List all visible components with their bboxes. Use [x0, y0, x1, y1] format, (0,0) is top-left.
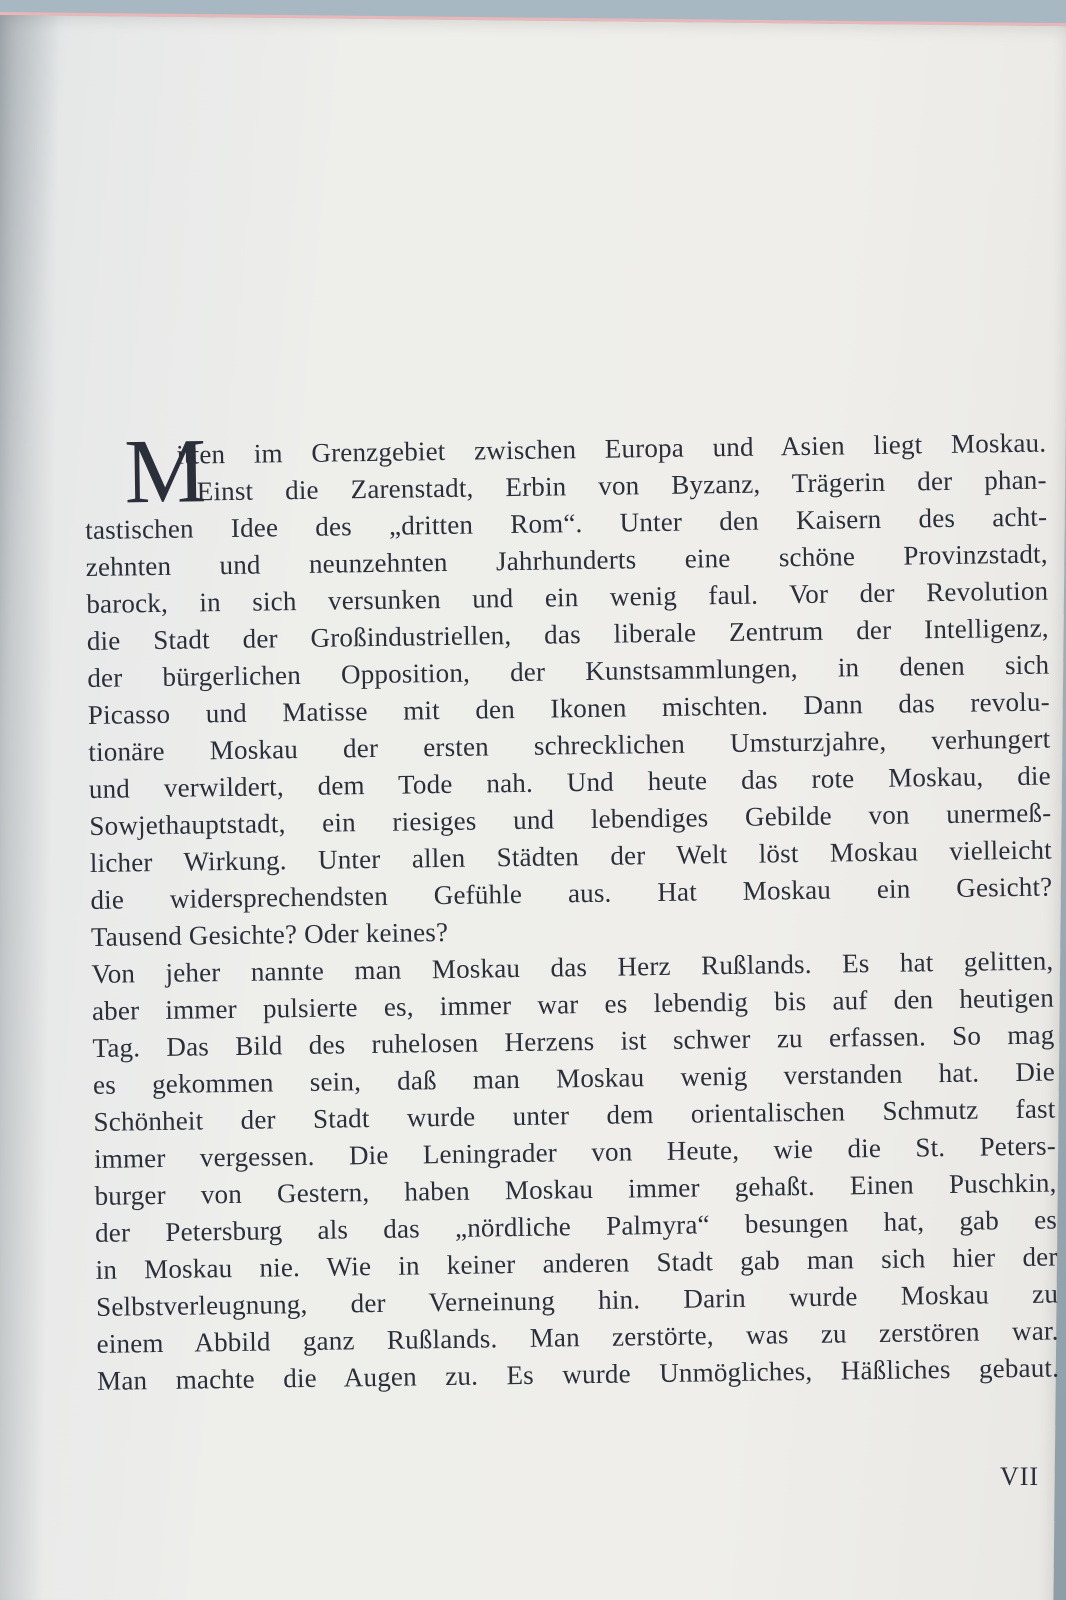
text-line: burger von Gestern, haben Moskau immer gehaßt. Einen Puschkin, [94, 1167, 1057, 1211]
text-line: aber immer pulsierte es, immer war es lebendig bis auf den heutigen [91, 982, 1055, 1026]
page-number: VII [1000, 1462, 1040, 1491]
text-line: in Moskau nie. Wie in keiner anderen Stadt gab man sich hier der [95, 1241, 1058, 1285]
text-line: einem Abbild ganz Rußlands. Man zerstörte, was zu zerstören war. [96, 1315, 1059, 1359]
body-text [84, 419, 1060, 1448]
text-line: der bürgerlichen Opposition, der Kunstsammlungen, in denen sich [87, 649, 1050, 693]
text-line: der Petersburg als das „nördliche Palmyra“ besungen hat, gab es [94, 1204, 1058, 1248]
text-line: licher Wirkung. Unter allen Städten der Welt löst Moskau vielleicht [89, 834, 1053, 878]
text-line: Tag. Das Bild des ruhelosen Herzens ist schwer zu erfassen. So mag [92, 1019, 1055, 1063]
drop-cap: M [123, 419, 207, 523]
text-line: Man machte die Augen zu. Es wurde Unmögliches, Häßliches gebaut. [96, 1352, 1060, 1396]
text-line: und verwildert, dem Tode nah. Und heute das rote Moskau, die [88, 760, 1052, 804]
text-line: Einst die Zarenstadt, Erbin von Byzanz, Trägerin der phan- [196, 464, 1047, 507]
text-line: die widersprechendsten Gefühle aus. Hat Moskau ein Gesicht? [90, 871, 1053, 915]
text-line: zehnten und neunzehnten Jahrhunderts eine schöne Provinzstadt, [85, 538, 1048, 582]
text-line: itten im Grenzgebiet zwischen Europa und Asien liegt Moskau. [176, 427, 1047, 470]
text-line: tastischen Idee des „dritten Rom“. Unter den Kaisern des acht- [85, 501, 1048, 545]
gutter-shadow [0, 15, 60, 1600]
text-line: Von jeher nannte man Moskau das Herz Rußlands. Es hat gelitten, [91, 945, 1054, 989]
text-line: Selbstverleugnung, der Verneinung hin. Darin wurde Moskau zu [95, 1278, 1059, 1322]
text-line: Tausend Gesichte? Oder keines? [90, 916, 449, 952]
text-line: Sowjethauptstadt, ein riesiges und lebendiges Gebilde von unermeß- [89, 797, 1052, 841]
text-line: Picasso und Matisse mit den Ikonen mischten. Dann das revolu- [87, 686, 1050, 730]
text-line: Schönheit der Stadt wurde unter dem orientalischen Schmutz fast [93, 1093, 1056, 1137]
text-line: tionäre Moskau der ersten schrecklichen Umsturzjahre, verhungert [88, 723, 1051, 767]
text-line: immer vergessen. Die Leningrader von Heute, wie die St. Peters- [93, 1130, 1057, 1174]
text-line: die Stadt der Großindustriellen, das liberale Zentrum der Intelligenz, [86, 612, 1049, 656]
text-line: es gekommen sein, daß man Moskau wenig verstanden hat. Die [92, 1056, 1056, 1100]
text-line: barock, in sich versunken und ein wenig faul. Vor der Revolution [86, 575, 1049, 619]
